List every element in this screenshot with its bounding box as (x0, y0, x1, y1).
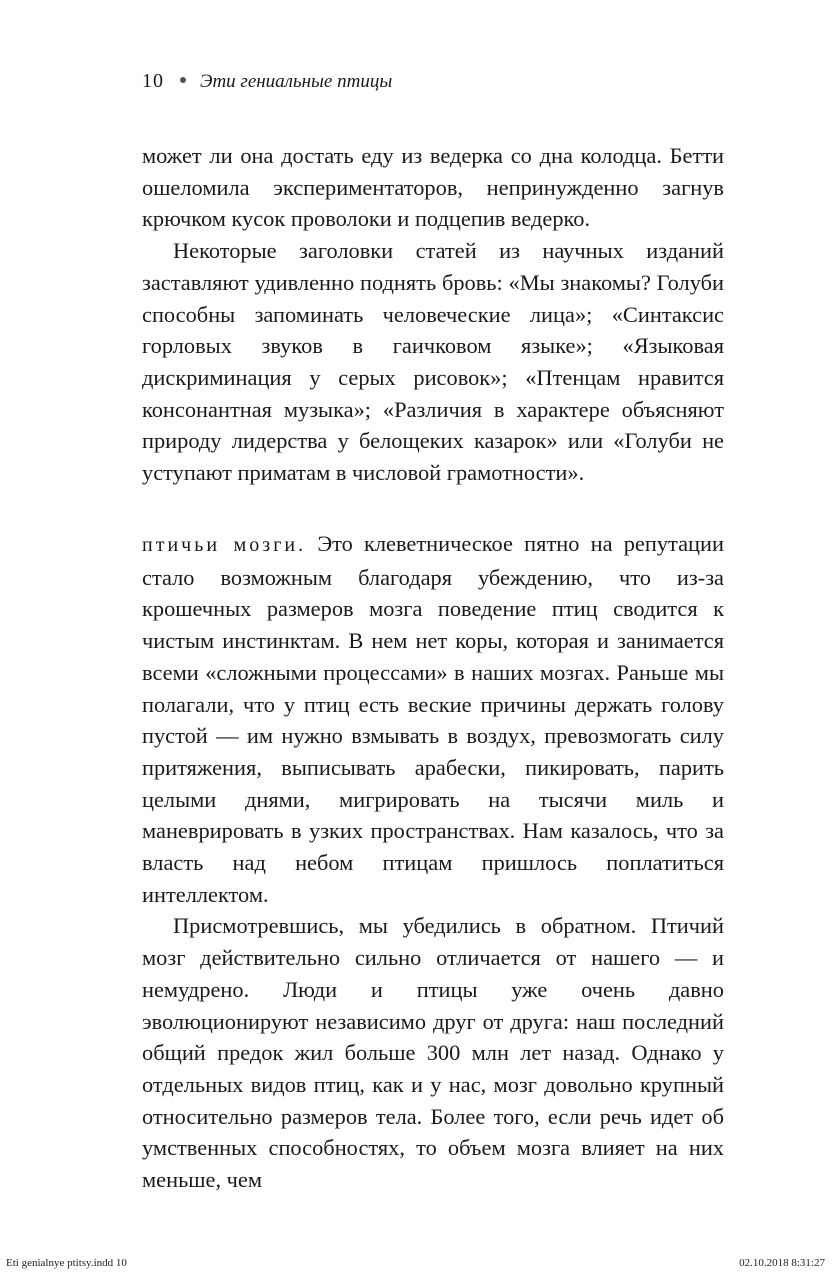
footer-file-info: Eti genialnye ptitsy.indd 10 (6, 1257, 127, 1269)
footer-timestamp: 02.10.2018 8:31:27 (739, 1257, 825, 1269)
bullet-separator (180, 77, 186, 83)
text-block-1 (142, 140, 724, 489)
paragraph: Присмотревшись, мы убедились в обратном. Птичий мозг действительно сильно отличается от нашего — и немудрено. Люди и птицы уже очень давно эволюционируют независимо друг от друга: наш последний общий предок жил больше 300 млн лет назад. Однако у отдельных видов птиц, как и у нас, мозг довольно крупный относительно размеров тела. Более того, если речь идет об умственных способностях, то объем мозга влияет на них меньше, чем (142, 913, 724, 1193)
paragraph (142, 528, 724, 910)
section-lead-in: птичьи мозги. (142, 534, 307, 556)
paragraph-text: Это клеветническое пятно на репутации стало возможным благодаря убеждению, что из-за крошечных размеров мозга поведение птиц сводится к чистым инстинктам. В нем нет коры, которая и занимается всеми «сложными процессами» в наших мозгах. Раньше мы полагали, что у птиц есть веские причины держать голову пустой — им нужно взмывать в воздух, превозмогать силу притяжения, выписывать арабески, пикировать, парить целыми днями, мигрировать на тысячи миль и маневрировать в узких пространствах. Нам казалось, что за власть над небом птицам пришлось поплатиться интеллектом. (142, 531, 724, 907)
paragraph: Некоторые заголовки статей из научных изданий заставляют удивленно поднять бровь: «Мы знакомы? Голуби способны запоминать человеческие лица»; «Синтаксис горловых звуков в гаичковом языке»; «Языковая дискриминация у серых рисовок»; «Птенцам нравится консонантная музыка»; «Различия в характере объясняют природу лидерства у белощеких казарок» или «Голуби не уступают приматам в числовой грамотности». (142, 238, 724, 486)
page-number: 10 (142, 70, 164, 92)
text-block-2 (142, 528, 724, 1196)
book-title: Эти гениальные птицы (200, 71, 393, 92)
running-head (142, 68, 392, 95)
paragraph: может ли она достать еду из ведерка со дна колодца. Бетти ошеломила экспериментаторов, непринужденно загнув крючком кусок проволоки и подцепив ведерко. (142, 143, 724, 232)
